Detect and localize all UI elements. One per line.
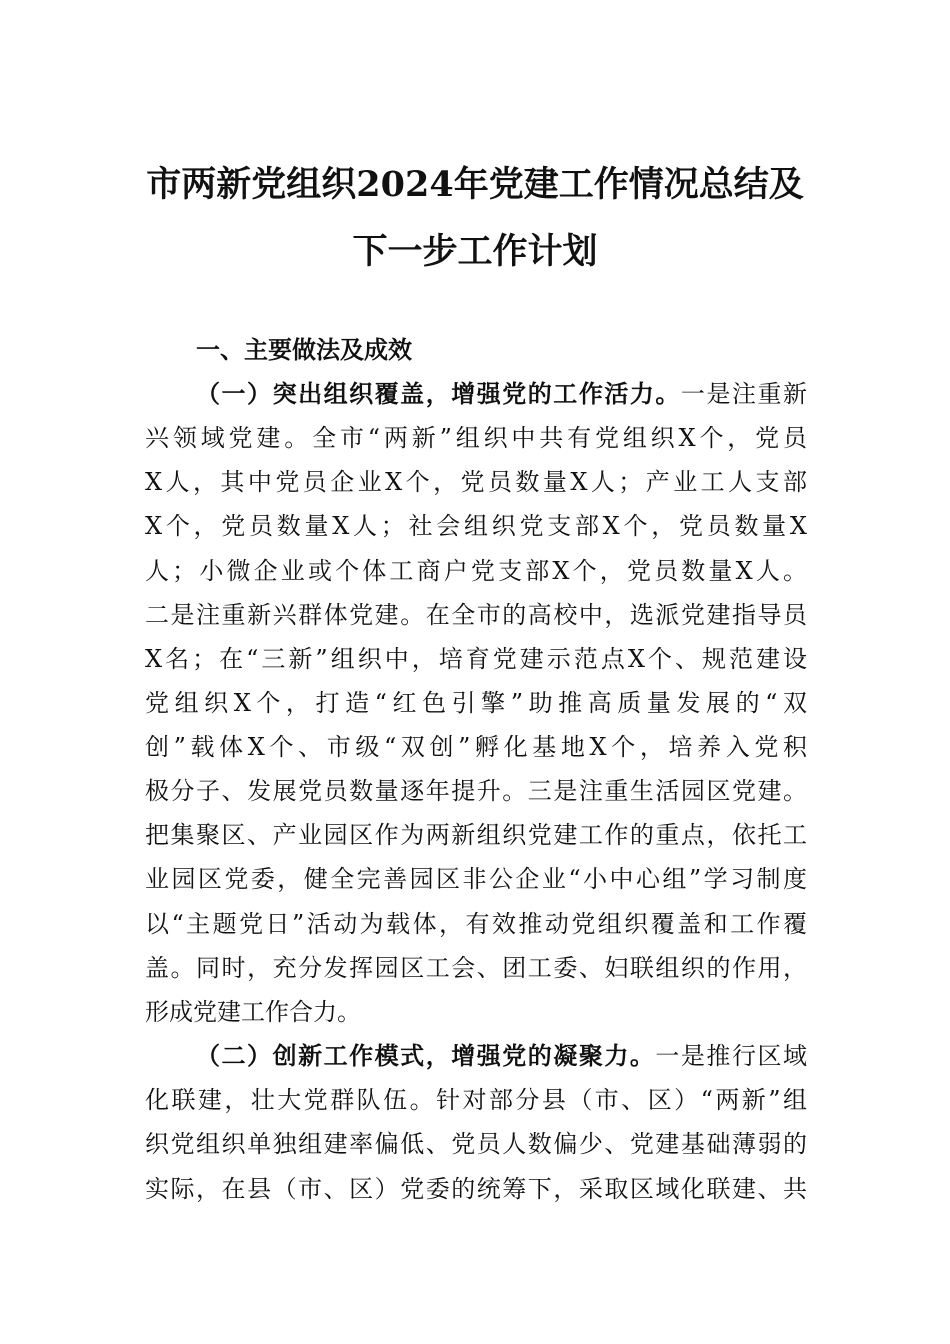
- paragraph-line: 极分子、发展党员数量逐年提升。三是注重生活园区党建。: [145, 777, 807, 805]
- paragraph-line: X个，党员数量X人；社会组织党支部X个，党员数量X: [145, 512, 807, 540]
- paragraph-line: 化联建，壮大党群队伍。针对部分县（市、区）“两新”组: [145, 1086, 807, 1114]
- paragraph-1-line-1-text: 一是注重新: [680, 380, 808, 408]
- paragraph-line: X名；在“三新”组织中，培育党建示范点X个、规范建设: [145, 645, 807, 673]
- paragraph-line: X人，其中党员企业X个，党员数量X人；产业工人支部: [145, 468, 807, 496]
- document-title-line-1: 市两新党组织2024年党建工作情况总结及: [146, 164, 804, 205]
- paragraph-2-line-1-text: 一是推行区域: [655, 1042, 807, 1070]
- paragraph-line: 把集聚区、产业园区作为两新组织党建工作的重点，依托工: [145, 821, 807, 849]
- paragraph-line: 形成党建工作合力。: [145, 998, 361, 1026]
- paragraph-line: 业园区党委，健全完善园区非公企业“小中心组”学习制度: [145, 865, 807, 893]
- paragraph-line: 人；小微企业或个体工商户党支部X个，党员数量X人。: [145, 557, 807, 585]
- paragraph-2-heading: （二）创新工作模式，增强党的凝聚力。: [196, 1042, 656, 1070]
- paragraph-2-line-1: [196, 1040, 807, 1072]
- paragraph-line: 以“主题党日”活动为载体，有效推动党组织覆盖和工作覆: [145, 910, 807, 938]
- paragraph-line: 兴领域党建。全市“两新”组织中共有党组织X个，党员: [145, 424, 807, 452]
- paragraph-line: 实际，在县（市、区）党委的统筹下，采取区域化联建、共: [145, 1175, 807, 1203]
- paragraph-line: 二是注重新兴群体党建。在全市的高校中，选派党建指导员: [145, 601, 807, 629]
- paragraph-line: 党组织X个，打造“红色引擎”助推高质量发展的“双: [145, 689, 807, 717]
- paragraph-1-heading: （一）突出组织覆盖，增强党的工作活力。: [196, 380, 681, 408]
- document-title-line-2: 下一步工作计划: [352, 231, 598, 272]
- paragraph-line: 织党组织单独组建率偏低、党员人数偏少、党建基础薄弱的: [145, 1130, 807, 1158]
- paragraph-line: 盖。同时，充分发挥园区工会、团工委、妇联组织的作用，: [145, 954, 807, 982]
- section-heading: 一、主要做法及成效: [196, 336, 412, 364]
- paragraph-line: 创”载体X个、市级“双创”孵化基地X个，培养入党积: [145, 733, 807, 761]
- paragraph-1-line-1: [196, 378, 807, 410]
